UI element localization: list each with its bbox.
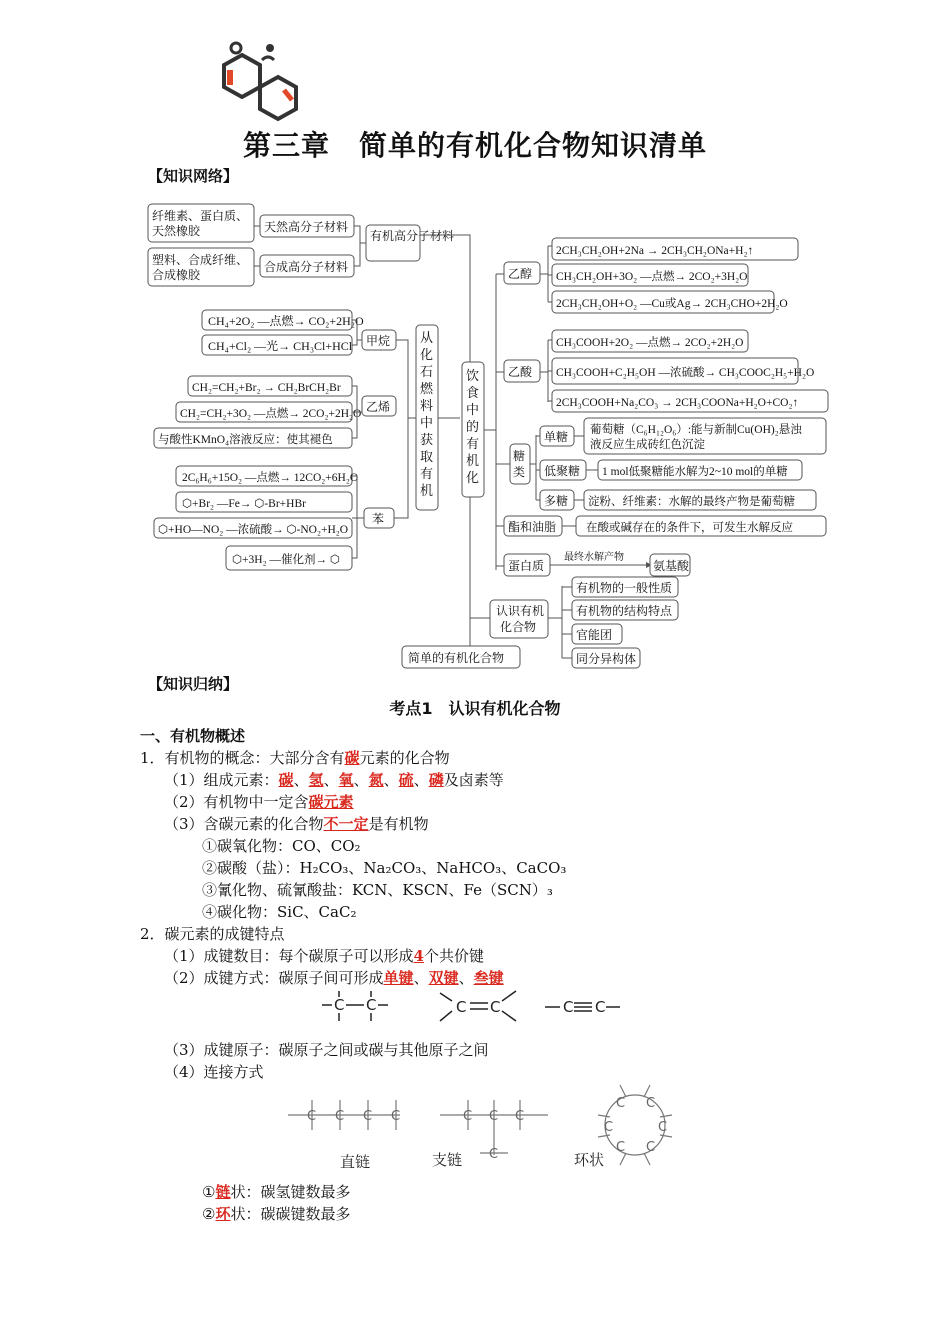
label-ring: 环状 [574,1151,605,1169]
concept-line: 1．有机物的概念：大部分含有碳元素的化合物 [140,749,450,767]
poly-label: 多糖 [544,494,569,508]
ethanol-reaction-1: 2CH₃CH₂OH+2Na → 2CH₃CH₂ONa+H₂↑ [556,245,754,257]
protein-label: 蛋白质 [508,559,545,573]
svg-text:C: C [363,1109,373,1124]
example-3: ③氰化物、硫氰酸盐：KCN、KSCN、Fe（SCN）₃ [202,881,553,899]
kaodian-title: 考点1 认识有机化合物 [389,699,561,718]
svg-text:C: C [366,996,377,1014]
svg-text:C: C [489,1109,499,1124]
protein-arrow-label: 最终水解产物 [564,552,624,563]
hexagon-logo-icon [222,40,302,125]
svg-text:C: C [616,1140,626,1155]
svg-text:C: C [307,1109,317,1124]
mono-desc-1: 葡萄糖（C₆H₁₂O₆）:能与新制Cu(OH)₂悬浊 [590,424,802,436]
svg-text:C: C [334,996,345,1014]
benzene-reaction-4: ⬡+3H₂ —催化剂→ ⬡ [232,554,340,566]
must-line: （2）有机物中一定含碳元素 [164,793,354,811]
center-label: 饮食中的有机化 [466,368,480,485]
know-label-2: 化合物 [500,620,537,634]
fat-desc: 在酸或碱存在的条件下，可发生水解反应 [586,522,793,534]
svg-text:C: C [515,1109,525,1124]
acid-reaction-3: 2CH₃COOH+Na₂CO₃ → 2CH₃COONa+H₂O+CO₂↑ [556,397,799,409]
synthetic-examples-2: 合成橡胶 [152,268,201,282]
oligo-desc: 1 mol低聚糖能水解为2~10 mol的单糖 [602,466,788,478]
polymer-label: 有机高分子材料 [370,229,455,243]
label-straight: 直链 [340,1153,371,1171]
svg-text:C: C [595,998,606,1016]
label-branch: 支链 [432,1151,463,1169]
example-1: ①碳氧化物：CO、CO₂ [202,837,361,855]
example-2: ②碳酸（盐）：H₂CO₃、Na₂CO₃、NaHCO₃、CaCO₃ [202,859,567,877]
benzene-reaction-2: ⬡+Br₂ —Fe→ ⬡-Br+HBr [182,498,306,510]
connection-types-diagram [280,1075,700,1175]
methane-reaction-2: CH₄+Cl₂ —光→ CH₃Cl+HCl [208,339,353,353]
svg-text:C: C [658,1120,668,1135]
svg-text:C: C [463,1109,473,1124]
section-knowledge-summary: 【知识归纳】 [148,675,239,693]
know-item-1: 有机物的一般性质 [576,581,673,595]
ring-line: ②环状：碳碳键数最多 [202,1205,351,1223]
fat-label: 酯和油脂 [508,520,557,534]
example-4: ④碳化物：SiC、CaC₂ [202,903,357,921]
ethylene-reaction-3: 与酸性KMnO₄溶液反应：使其褪色 [158,434,333,446]
benzene-label: 苯 [372,512,385,526]
know-item-3: 官能团 [576,628,613,642]
synthetic-examples-1: 塑料、合成纤维、 [152,253,249,267]
page-title: 第三章 简单的有机化合物知识清单 [242,129,707,162]
benzene-reaction-1: 2C₆H₆+15O₂ —点燃→ 12CO₂+6H₂O [182,472,359,484]
bond-title: 2．碳元素的成键特点 [140,925,285,943]
sugar-label: 糖类 [513,449,526,479]
section-knowledge-network: 【知识网络】 [148,167,239,185]
svg-text:C: C [616,1096,626,1111]
know-item-4: 同分异构体 [576,652,637,666]
chain-line: ①链状：碳氢键数最多 [202,1183,351,1201]
mono-label: 单糖 [544,430,569,444]
bond-number-line: （1）成键数目：每个碳原子可以形成4个共价键 [164,947,484,965]
bond-types-diagram [320,985,650,1030]
svg-text:C: C [335,1109,345,1124]
svg-text:C: C [490,998,501,1016]
bond-way-line: （2）成键方式：碳原子间可形成单键、双键、叁键 [164,969,504,987]
root-label: 简单的有机化合物 [408,651,505,665]
svg-text:C: C [563,998,574,1016]
know-item-2: 有机物的结构特点 [576,604,673,618]
ethylene-label: 乙烯 [366,400,391,414]
heading-overview: 一、有机物概述 [140,727,246,745]
svg-text:C: C [391,1109,401,1124]
natural-examples-2: 天然橡胶 [152,224,201,238]
oligo-label: 低聚糖 [544,464,581,478]
synthetic-polymer-label: 合成高分子材料 [264,260,349,274]
svg-text:C: C [456,998,467,1016]
acid-reaction-2: CH₃COOH+C₂H₅OH —浓硫酸→ CH₃COOC₂H₅+H₂O [556,367,815,379]
ethylene-reaction-1: CH₂=CH₂+Br₂ → CH₂BrCH₂Br [192,382,341,394]
fossil-branch [154,310,460,570]
amino-label: 氨基酸 [653,559,690,573]
svg-text:C: C [604,1120,614,1135]
mono-desc-2: 液反应生成砖红色沉淀 [590,439,705,451]
benzene-reaction-3: ⬡+HO—NO₂ —浓硫酸→ ⬡-NO₂+H₂O [158,524,349,536]
svg-text:C: C [646,1096,656,1111]
natural-examples-1: 纤维素、蛋白质、 [152,209,249,223]
know-label-1: 认识有机 [496,604,545,618]
svg-text:C: C [646,1140,656,1155]
elements-line: （1）组成元素：碳、氢、氧、氮、硫、磷及卤素等 [164,771,504,789]
ethanol-label: 乙醇 [508,267,533,281]
acid-reaction-1: CH₃COOH+2O₂ —点燃→ 2CO₂+2H₂O [556,337,744,349]
acid-label: 乙酸 [508,365,533,379]
natural-polymer-label: 天然高分子材料 [264,220,349,234]
svg-text:C: C [489,1147,499,1162]
fossil-label: 从化石燃料中获取有机 [420,330,434,498]
methane-reaction-1: CH₄+2O₂ —点燃→ CO₂+2H₂O [208,314,364,328]
knowledge-map [140,190,840,670]
methane-label: 甲烷 [366,334,391,348]
ethylene-reaction-2: CH₂=CH₂+3O₂ —点燃→ 2CO₂+2H₂O [180,408,362,420]
ethanol-reaction-2: CH₃CH₂OH+3O₂ —点燃→ 2CO₂+3H₂O [556,271,748,283]
bond-atom-line: （3）成键原子：碳原子之间或碳与其他原子之间 [164,1041,489,1059]
ethanol-reaction-3: 2CH₃CH₂OH+O₂ —Cu或Ag→ 2CH₃CHO+2H₂O [556,298,788,310]
poly-desc: 淀粉、纤维素：水解的最终产物是葡萄糖 [588,496,795,508]
link-line: （4）连接方式 [164,1063,264,1081]
notall-line: （3）含碳元素的化合物不一定是有机物 [164,815,429,833]
